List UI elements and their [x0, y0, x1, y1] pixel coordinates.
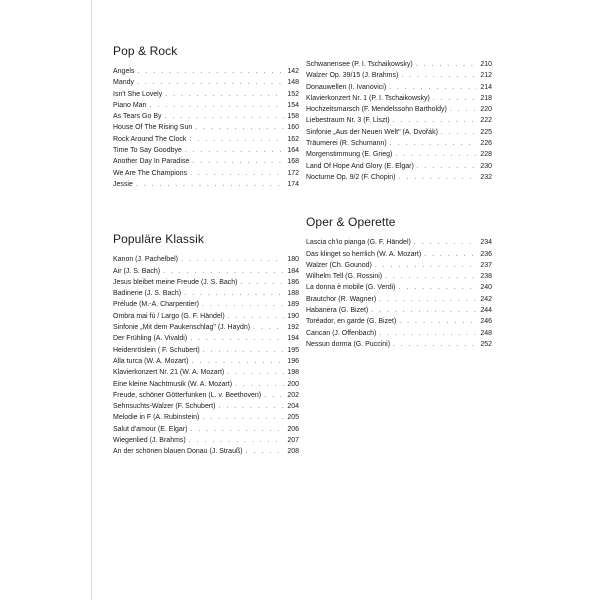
entry-page-number: 142 [287, 68, 299, 75]
entry-page-number: 220 [480, 106, 492, 114]
entry-page-number: 228 [480, 151, 492, 159]
dot-leader [399, 282, 478, 293]
toc-column-right [306, 44, 492, 376]
toc-entry [113, 401, 299, 412]
dot-leader [433, 93, 477, 104]
toc-entry [113, 100, 299, 111]
toc-entry [306, 271, 492, 282]
entry-page-number: 222 [480, 117, 492, 125]
dot-leader [195, 122, 284, 133]
entry-page-number: 195 [287, 346, 299, 354]
entry-title: Angels [113, 68, 135, 75]
toc-entry [306, 59, 492, 70]
toc-entry [113, 288, 299, 299]
toc-entry [113, 390, 299, 401]
entry-title: Lascia ch'io pianga (G. F. Händel) [306, 239, 411, 247]
toc-entry [113, 168, 299, 179]
dot-leader [375, 260, 477, 271]
entry-title: Morgenstimmung (E. Grieg) [306, 151, 393, 159]
toc-entry [113, 156, 299, 167]
entry-page-number: 232 [480, 173, 492, 181]
dot-leader [149, 100, 284, 111]
dot-leader [137, 77, 284, 88]
dot-leader [399, 172, 478, 183]
toc-entry [306, 138, 492, 149]
dot-leader [202, 299, 284, 310]
dot-leader [246, 446, 285, 457]
dot-leader [264, 390, 284, 401]
dot-leader [379, 294, 477, 305]
entry-title: Melodie in F (A. Rubinstein) [113, 414, 200, 422]
entry-page-number: 237 [480, 261, 492, 269]
entry-page-number: 225 [480, 128, 492, 136]
dot-leader [189, 134, 284, 145]
entry-title: Toréador, en garde (G. Bizet) [306, 318, 397, 326]
toc-column-left [113, 44, 299, 484]
entries-oper [306, 237, 492, 350]
entry-page-number: 154 [287, 101, 299, 109]
entry-page-number: 164 [287, 147, 299, 155]
entry-title: As Tears Go By [113, 113, 162, 121]
entry-title: Sinfonie „Aus der Neuen Welt" (A. Dvořák) [306, 128, 438, 136]
entry-page-number: 207 [287, 437, 299, 445]
entry-title: Another Day In Paradise [113, 158, 190, 166]
toc-entry [113, 367, 299, 378]
toc-entry [306, 149, 492, 160]
dot-leader [165, 111, 285, 122]
toc-entry [113, 77, 299, 88]
toc-entry [306, 237, 492, 248]
dot-leader [191, 356, 284, 367]
entry-page-number: 192 [287, 324, 299, 332]
entry-title: Träumerei (R. Schumann) [306, 140, 387, 148]
dot-leader [235, 379, 284, 390]
entry-page-number: 244 [480, 307, 492, 315]
dot-leader [401, 70, 477, 81]
entry-page-number: 188 [287, 290, 299, 298]
entry-title: Der Frühling (A. Vivaldi) [113, 335, 188, 343]
dot-leader [184, 288, 284, 299]
entry-title: Mandy [113, 79, 135, 87]
entry-title: Wiegenlied (J. Brahms) [113, 437, 186, 445]
dot-leader [181, 254, 284, 265]
entries-klassik [113, 254, 299, 457]
entry-title: Donauwellen (I. Ivanovici) [306, 83, 387, 91]
section-pop-rock [113, 44, 299, 190]
dot-leader [441, 127, 477, 138]
entry-title: Jessie [113, 180, 133, 188]
entries-klassik-continued [306, 59, 492, 183]
entry-page-number: 240 [480, 284, 492, 292]
entry-title: Brautchor (R. Wagner) [306, 295, 377, 303]
entry-title: Salut d'amour (E. Elgar) [113, 425, 188, 433]
toc-entry [113, 412, 299, 423]
entry-page-number: 148 [287, 79, 299, 87]
entry-title: Eine kleine Nachtmusik (W. A. Mozart) [113, 380, 233, 388]
dot-leader [393, 115, 478, 126]
toc-entry [306, 328, 492, 339]
toc-entry [113, 254, 299, 265]
entry-title: Walzer Op. 39/15 (J. Brahms) [306, 72, 399, 80]
entry-page-number: 198 [287, 369, 299, 377]
dot-leader [202, 412, 284, 423]
toc-entry [306, 260, 492, 271]
toc-entry [113, 66, 299, 77]
page-edge [0, 0, 92, 600]
entry-page-number: 202 [287, 391, 299, 399]
section-title-klassik: Populäre Klassik [113, 232, 204, 247]
toc-entry [113, 322, 299, 333]
entry-page-number: 212 [480, 72, 492, 80]
entry-page-number: 248 [480, 329, 492, 337]
dot-leader [227, 367, 284, 378]
entry-title: Badinerie (J. S. Bach) [113, 290, 182, 298]
toc-entry [113, 122, 299, 133]
entry-page-number: 246 [480, 318, 492, 326]
entry-page-number: 172 [287, 169, 299, 177]
entries-pop-rock [113, 66, 299, 190]
entry-page-number: 196 [287, 357, 299, 365]
entry-page-number: 180 [287, 256, 299, 264]
toc-entry [306, 161, 492, 172]
entry-title: An der schönen blauen Donau (J. Strauß) [113, 448, 243, 456]
entry-title: Land Of Hope And Glory (E. Elgar) [306, 162, 414, 170]
toc-entry [113, 145, 299, 156]
entry-page-number: 234 [480, 239, 492, 247]
toc-entry [306, 172, 492, 183]
toc-entry [113, 311, 299, 322]
entry-title: Nessun dorma (G. Puccini) [306, 340, 391, 348]
entry-title: Isn't She Lovely [113, 90, 163, 98]
section-populaere-klassik [113, 232, 299, 457]
dot-leader [399, 316, 477, 327]
entry-page-number: 160 [287, 124, 299, 132]
section-title-oper: Oper & Operette [306, 215, 396, 230]
toc-entry [306, 93, 492, 104]
dot-leader [185, 145, 284, 156]
entry-title: Rock Around The Clock [113, 135, 187, 143]
entry-title: Heidenröslein ( F. Schubert) [113, 346, 200, 354]
toc-entry [306, 70, 492, 81]
toc-entry [113, 356, 299, 367]
entry-page-number: 200 [287, 380, 299, 388]
entry-title: Walzer (Ch. Gounod) [306, 261, 372, 269]
dot-leader [189, 435, 285, 446]
dot-leader [165, 89, 284, 100]
toc-entry [306, 249, 492, 260]
entry-title: Alla turca (W. A. Mozart) [113, 357, 189, 365]
entry-title: Air (J. S. Bach) [113, 267, 161, 275]
entry-page-number: 158 [287, 113, 299, 121]
toc-entry [113, 266, 299, 277]
toc-entry [306, 115, 492, 126]
entry-title: Hochzeitsmarsch (F. Mendelssohn Bartholdy) [306, 106, 447, 114]
entry-page-number: 168 [287, 158, 299, 166]
entry-page-number: 190 [287, 312, 299, 320]
dot-leader [450, 104, 477, 115]
entry-title: Das klinget so herrlich (W. A. Mozart) [306, 250, 422, 258]
entry-page-number: 242 [480, 295, 492, 303]
toc-entry [306, 316, 492, 327]
dot-leader [371, 305, 477, 316]
entry-page-number: 214 [480, 83, 492, 91]
toc-entry [113, 333, 299, 344]
entry-title: Jesus bleibet meine Freude (J. S. Bach) [113, 278, 238, 286]
entry-title: Piano Man [113, 101, 147, 109]
entry-title: Cancan (J. Offenbach) [306, 329, 377, 337]
dot-leader [253, 322, 284, 333]
entry-page-number: 174 [287, 180, 299, 188]
toc-entry [113, 345, 299, 356]
entry-page-number: 218 [480, 94, 492, 102]
entry-title: Sehnsuchts-Walzer (F. Schubert) [113, 403, 216, 411]
entry-title: Time To Say Goodbye [113, 147, 182, 155]
entry-page-number: 210 [480, 61, 492, 68]
toc-entry [113, 379, 299, 390]
toc-entry [306, 82, 492, 93]
toc-entry [113, 89, 299, 100]
dot-leader [393, 339, 477, 350]
toc-entry [306, 104, 492, 115]
entry-title: La donna è mobile (G. Verdi) [306, 284, 396, 292]
section-oper-operette [306, 215, 492, 350]
entry-page-number: 186 [287, 278, 299, 286]
dot-leader [228, 311, 285, 322]
toc-entry [306, 282, 492, 293]
entry-page-number: 236 [480, 250, 492, 258]
entry-page-number: 184 [287, 267, 299, 275]
toc-entry [113, 111, 299, 122]
toc-entry [306, 127, 492, 138]
entry-page-number: 252 [480, 340, 492, 348]
entry-page-number: 204 [287, 403, 299, 411]
dot-leader [395, 149, 477, 160]
entry-page-number: 230 [480, 162, 492, 170]
entry-page-number: 226 [480, 140, 492, 148]
entry-page-number: 152 [287, 90, 299, 98]
entry-title: Sinfonie „Mit dem Paukenschlag" (J. Haydn) [113, 324, 251, 332]
entry-page-number: 206 [287, 425, 299, 433]
dot-leader [218, 401, 284, 412]
toc-entry [113, 299, 299, 310]
toc-entry [306, 339, 492, 350]
entry-title: Prélude (M.-A. Charpentier) [113, 301, 199, 309]
entry-page-number: 238 [480, 273, 492, 281]
dot-leader [241, 277, 285, 288]
entry-title: Klavierkonzert Nr. 21 (W. A. Mozart) [113, 369, 225, 377]
dot-leader [390, 138, 478, 149]
entry-title: Kanon (J. Pachelbel) [113, 256, 178, 264]
dot-leader [416, 59, 478, 70]
toc-entry [113, 446, 299, 457]
dot-leader [190, 424, 284, 435]
section-klassik-continued [306, 59, 492, 183]
entry-page-number: 208 [287, 448, 299, 456]
dot-leader [192, 156, 284, 167]
dot-leader [163, 266, 284, 277]
toc-entry [113, 179, 299, 190]
entry-title: Wilhelm Tell (G. Rossini) [306, 273, 383, 281]
toc-entry [306, 294, 492, 305]
dot-leader [190, 168, 284, 179]
entry-title: Klavierkonzert Nr. 1 (P. I. Tschaikowsky) [306, 94, 430, 102]
dot-leader [190, 333, 284, 344]
toc-entry [113, 134, 299, 145]
dot-leader [203, 345, 285, 356]
dot-leader [137, 66, 284, 77]
entry-page-number: 162 [287, 135, 299, 143]
entry-page-number: 194 [287, 335, 299, 343]
toc-entry [113, 435, 299, 446]
dot-leader [136, 179, 284, 190]
dot-leader [379, 328, 477, 339]
entry-title: Schwanensee (P. I. Tschaikowsky) [306, 61, 413, 68]
dot-leader [414, 237, 477, 248]
dot-leader [389, 82, 477, 93]
section-title-pop-rock: Pop & Rock [113, 44, 178, 58]
dot-leader [417, 161, 478, 172]
entry-page-number: 205 [287, 414, 299, 422]
dot-leader [385, 271, 477, 282]
entry-title: Liebestraum Nr. 3 (F. Liszt) [306, 117, 390, 125]
toc-entry [306, 305, 492, 316]
entry-title: Freude, schöner Götterfunken (L. v. Beethoven) [113, 391, 262, 399]
entry-title: House Of The Rising Sun [113, 124, 193, 132]
entry-title: Ombra mai fù / Largo (G. F. Händel) [113, 312, 225, 320]
entry-title: Habanera (G. Bizet) [306, 307, 369, 315]
toc-entry [113, 424, 299, 435]
entry-page-number: 189 [287, 301, 299, 309]
entry-title: We Are The Champions [113, 169, 188, 177]
toc-entry [113, 277, 299, 288]
dot-leader [424, 249, 477, 260]
entry-title: Nocturne Op. 9/2 (F. Chopin) [306, 173, 396, 181]
